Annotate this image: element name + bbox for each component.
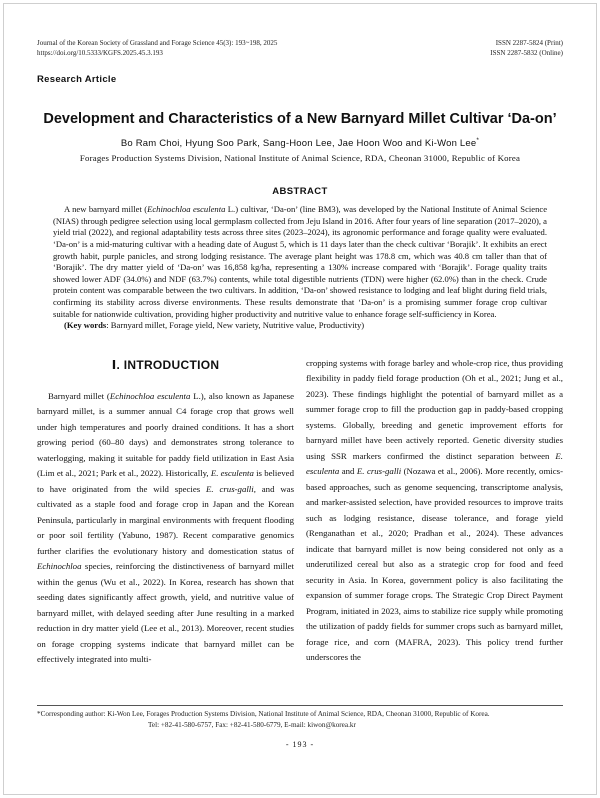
issn-print: ISSN 2287-5824 (Print): [495, 39, 563, 47]
text-segment: Barnyard millet (: [48, 390, 110, 401]
species-name-italic: E. esculenta: [210, 468, 254, 479]
affiliation-line: Forages Production Systems Division, National Institute of Animal Science, RDA, Cheonan 31000, Republic of Korea: [79, 153, 521, 164]
intro-paragraph-right: [306, 356, 563, 666]
paper-page: [37, 0, 563, 668]
intro-paragraph-left: [37, 389, 294, 668]
text-segment: , and was cultivated as a staple food and forage crop in Japan and the Korean Peninsula, particularly in marginal environments with frequent flooding or poor soil fertility (Yabuno, 1987). Recent comparative genomics further clarifies the evolutionary history and domestication status of: [37, 483, 295, 556]
keywords-list: : Barnyard millet, Forage yield, New variety, Nutritive value, Productivity): [106, 320, 365, 331]
journal-citation: Journal of the Korean Society of Grassland and Forage Science 45(3): 193~198, 2025: [37, 39, 278, 47]
doi-link[interactable]: https://doi.org/10.5333/KGFS.2025.45.3.193: [37, 49, 163, 57]
journal-header: [37, 38, 563, 58]
corresponding-author-mark: *: [476, 137, 480, 144]
page-number: - 193 -: [285, 740, 315, 749]
email-link[interactable]: kiwon@korea.kr: [307, 721, 356, 729]
species-name-italic: Echinochloa esculenta: [109, 390, 191, 401]
intro-right-column: [306, 356, 563, 668]
abstract-heading: ABSTRACT: [272, 186, 328, 198]
text-segment: (Nozawa et al., 2006). More recently, omics-based approaches, such as genome sequencing, transcriptome analysis, and marker-assisted selection, have provided resources to improve traits such as lodging resistance, disease tolerance, and forage yield (Renganathan et al., 2020; Pradhan et al., 2024). These advances indicate that barnyard millet is now being considered not only as a underutilized cereal but also as a strategic crop for food and feed security in Asia. In Korea, government policy is also facilitating the expansion of summer forage crops. The Strategic Crop Direct Payment Program, initiated in 2023, aims to stabilize rice supply while promoting the utilization of paddy fields for summer crops such as barnyard millet, forage rice, and corn (MAFRA, 2023). This policy trend further underscores the: [306, 466, 563, 663]
paper-title: Development and Characteristics of a New Barnyard Millet Cultivar ‘Da-on’: [43, 111, 557, 127]
article-type-label: Research Article: [37, 74, 117, 85]
keywords-line: [53, 320, 547, 332]
species-name-italic: Echinochloa: [37, 561, 82, 572]
text-segment: L.), also known as Japanese barnyard millet, is a summer annual C4 forage crop that grows well under high temperatures and poorly drained conditions. It has a short growing period (60–80 days) and demonstrates strong tolerance to waterlogging, making it suitable for paddy field utilization in East Asia (Lim et al., 2021; Park et al., 2022). Historically,: [37, 390, 294, 479]
abstract-text: [53, 204, 547, 320]
text-segment: and: [339, 466, 357, 477]
intro-heading: Ⅰ. INTRODUCTION: [111, 357, 220, 372]
text-segment: species, reinforcing the distinctiveness of barnyard millet within the genus (Wu et al., 2022). In Korea, research has shown that seeding dates significantly affect growth, yield, and nutritive value of barnyard millet, with delayed seeding after June resulting in a marked reduction in dry matter yield (Lee et al., 2013). Moreover, recent studies on forage cropping systems indicate that barnyard millet can be effectively integrated into multi-: [37, 561, 294, 665]
authors-line: [37, 137, 563, 149]
issn-online: ISSN 2287-5832 (Online): [490, 49, 563, 57]
footnote-line1: *Corresponding author: Ki-Won Lee, Forages Production Systems Division, National Institute of Animal Science, RDA, Cheonan 31000, Republic of Korea.: [37, 710, 490, 718]
corresponding-author-note: [37, 705, 563, 731]
species-name-italic: E. crus-galli: [206, 483, 254, 494]
contact-info: Tel: +82-41-580-6757, Fax: +82-41-580-6779, E-mail:: [148, 721, 308, 729]
abstract-segment: L.) cultivar, ‘Da-on’ (line BM3), was developed by the National Institute of Animal Science (NIAS) through pedigree selection using local germplasm collected from Jeju Island in 2016. After four years of line separation (2017–2020), a yield trial (2022), and regional adaptability tests across three sites (2023–2024), its agronomic performance and forage quality were evaluated. ‘Da-on’ is a mid-maturing cultivar with a heading date of August 5, which is 11 days later than the check cultivar ‘Borajik’. It exhibits an erect growth habit, purple panicles, and strong lodging resistance. The average plant height was 178.8 cm, which was 40.8 cm taller than that of ‘Borajik’. The dry matter yield of ‘Da-on’ was 16,858 kg/ha, representing a 130% increase compared with ‘Borajik’. Forage quality traits showed lower ADF (34.0%) and NDF (63.7%) contents, while total digestible nutrients (TDN) were higher (62.0%) than in the check. Crude protein content was comparable between the two cultivars. In addition, ‘Da-on’ showed resistance to lodging and leaf blight during field trials, confirming its stability across diverse environments. These results demonstrate that ‘Da-on’ is a promising summer forage crop cultivar suitable for nationwide cultivation, providing higher productivity and nutritive value to enhance forage self-sufficiency in Korea.: [53, 204, 548, 319]
species-name-italic: E. esculenta: [306, 450, 563, 477]
species-name-italic: Echinochloa esculenta: [147, 204, 226, 215]
two-column-body: [37, 356, 563, 668]
text-segment: is believed to have originated from the wild species: [37, 468, 294, 494]
intro-left-column: [37, 356, 294, 668]
species-name-italic: E. crus-galli: [356, 466, 402, 477]
keywords-label: (Key words: [64, 320, 107, 331]
author-names: Bo Ram Choi, Hyung Soo Park, Sang-Hoon Lee, Jae Hoon Woo and Ki-Won Lee: [120, 138, 477, 150]
text-segment: cropping systems with forage barley and whole-crop rice, thus providing flexibility in paddy field forage production (Oh et al., 2021; Jung et al., 2023). These findings highlight the potential of barnyard millet as a summer forage crop to fill the production gap in paddy-based cropping systems. Globally, breeding and genetic improvement efforts for barnyard millet have been actively reported. Genetic diversity studies using SSR markers confirmed the distinct separation between: [306, 357, 563, 461]
footnote-line2: [37, 720, 563, 731]
abstract-segment: A new barnyard millet (: [64, 204, 148, 215]
